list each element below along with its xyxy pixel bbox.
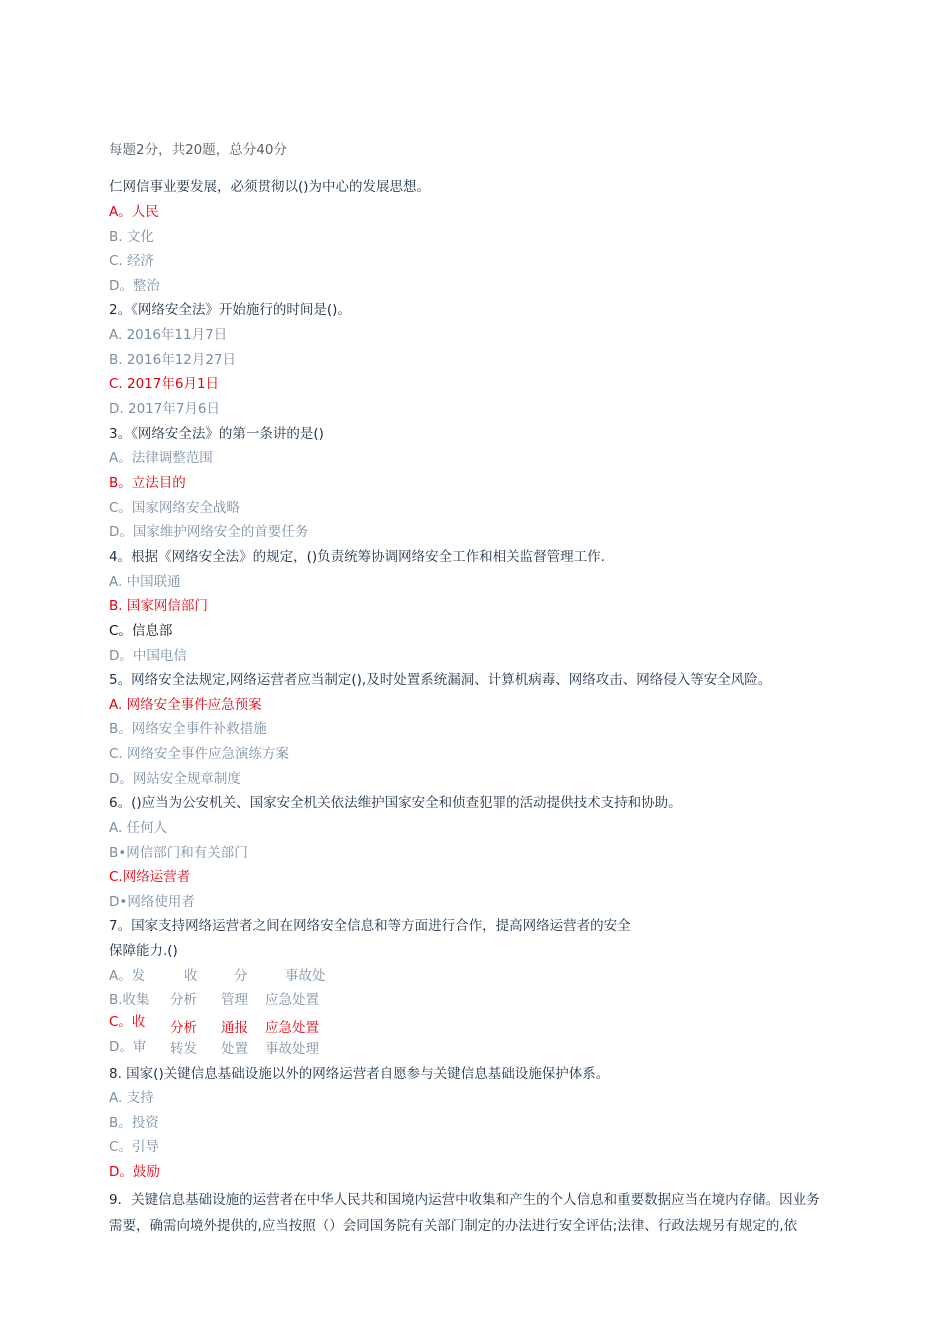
- q3-option-d: D。国家维护网络安全的首要任务: [109, 524, 309, 540]
- q7-d-col3: 处置: [221, 1041, 248, 1057]
- q1-option-d: D。整治: [109, 278, 160, 294]
- q8-option-a: A. 支持: [109, 1090, 154, 1106]
- q6-option-b: B•网信部门和有关部门: [109, 845, 248, 861]
- q8-option-d: D。鼓励: [109, 1164, 160, 1180]
- q2-option-b: B. 2016年12月27日: [109, 352, 237, 368]
- q5-option-b: B。网络安全事件补救措施: [109, 721, 267, 737]
- q7-c-col2: 分析: [170, 1020, 197, 1036]
- q1-option-c: C. 经济: [109, 253, 155, 269]
- q2-option-c: C. 2017年6月1日: [109, 376, 220, 392]
- q7-a-col1: A。发: [109, 968, 146, 984]
- q7-a-col3: 分: [234, 968, 248, 984]
- question-1-stem: 仁网信事业要发展，必须贯彻以()为中心的发展思想。: [109, 179, 431, 195]
- q7-d-col2: 转发: [170, 1041, 197, 1057]
- q7-d-col4: 事故处理: [265, 1041, 319, 1057]
- q6-option-c: C.网络运营者: [109, 869, 191, 885]
- q5-option-c: C. 网络安全事件应急演练方案: [109, 746, 290, 762]
- q7-b-col2: 分析: [170, 992, 197, 1008]
- q3-option-b: B。立法目的: [109, 475, 186, 491]
- q4-option-d: D。中国电信: [109, 648, 187, 664]
- q4-option-b: B. 国家网信部门: [109, 598, 208, 614]
- q1-option-b: B. 文化: [109, 229, 154, 245]
- q6-option-d: D•网络使用者: [109, 894, 195, 910]
- score-info: 每题2分，共20题，总分40分: [109, 142, 287, 158]
- q7-b-col1: B.收集: [109, 992, 150, 1008]
- question-9-stem: 9．关键信息基础设施的运营者在中华人民共和国境内运营中收集和产生的个人信息和重要数据应当在境内存储。因业务需要，确需向境外提供的,应当按照（）会同国务院有关部门制定的办法进行安全评估;法律、行政法规另有规定的,依: [109, 1192, 820, 1234]
- q7-c-col4: 应急处置: [265, 1020, 319, 1036]
- q4-option-c: C。信息部: [109, 623, 173, 639]
- question-2-stem: 2。《网络安全法》开始施行的时间是()。: [109, 302, 351, 318]
- q7-c-col1: C。收: [109, 1014, 146, 1030]
- question-5-stem: 5。网络安全法规定,网络运营者应当制定(),及时处置系统漏洞、计算机病毒、网络攻击、网络侵入等安全风险。: [109, 672, 772, 688]
- q1-option-a: A。人民: [109, 204, 159, 220]
- q8-option-c: C。引导: [109, 1139, 159, 1155]
- question-8-stem: 8. 国家()关键信息基础设施以外的网络运营者自愿参与关键信息基础设施保护体系。: [109, 1066, 610, 1082]
- q6-option-a: A. 任何人: [109, 820, 168, 836]
- q7-b-col4: 应急处置: [265, 992, 319, 1008]
- q8-option-b: B。投资: [109, 1115, 159, 1131]
- question-4-stem: 4。根据《网络安全法》的规定，()负责统筹协调网络安全工作和相关监督管理工作.: [109, 549, 605, 565]
- q3-option-c: C。国家网络安全战略: [109, 500, 240, 516]
- q2-option-d: D. 2017年7月6日: [109, 401, 221, 417]
- q7-a-col4: 事故处: [285, 968, 326, 984]
- question-6-stem: 6。()应当为公安机关、国家安全机关依法维护国家安全和侦查犯罪的活动提供技术支持和协助。: [109, 795, 682, 811]
- q5-option-d: D。网站安全规章制度: [109, 771, 241, 787]
- q3-option-a: A。法律调整范围: [109, 450, 213, 466]
- question-7-stem-line2: 保障能力.(): [109, 943, 178, 959]
- q7-d-col1: D。审: [109, 1039, 147, 1055]
- q4-option-a: A. 中国联通: [109, 574, 181, 590]
- q5-option-a: A. 网络安全事件应急预案: [109, 697, 262, 713]
- q7-b-col3: 管理: [221, 992, 248, 1008]
- q7-a-col2: 收: [184, 968, 198, 984]
- q7-c-col3: 通报: [221, 1020, 248, 1036]
- question-3-stem: 3。《网络安全法》的第一条讲的是(): [109, 426, 324, 442]
- q2-option-a: A. 2016年11月7日: [109, 327, 228, 343]
- question-7-stem-line1: 7。国家支持网络运营者之间在网络安全信息和等方面进行合作，提高网络运营者的安全: [109, 918, 631, 934]
